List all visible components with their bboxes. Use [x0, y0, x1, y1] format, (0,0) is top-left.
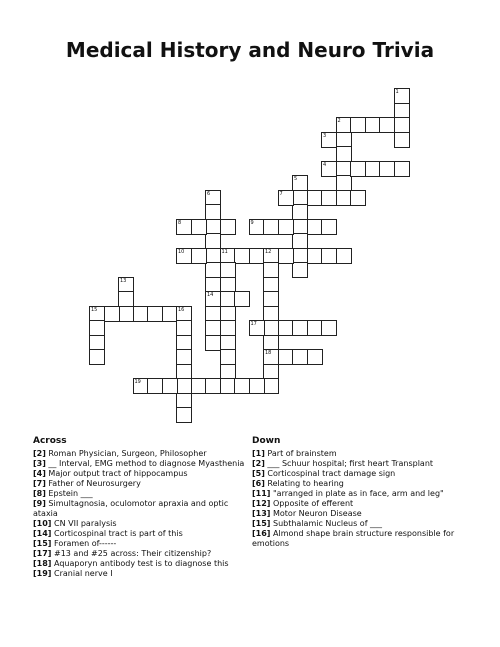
clue-number: [17]	[33, 549, 52, 558]
cell-number: 10	[178, 248, 185, 255]
across-clue	[33, 479, 248, 489]
cell-number: 5	[294, 176, 298, 182]
across-heading: Across	[33, 436, 67, 446]
crossword-cell[interactable]	[394, 161, 410, 177]
cell-number: 2	[337, 118, 341, 124]
clue-text: ___ Schuur hospital; first heart Transplant	[264, 459, 434, 468]
cell-number: 17	[250, 321, 257, 327]
down-clue	[252, 529, 467, 549]
clue-text: Father of Neurosurgery	[45, 479, 141, 488]
crossword-cell[interactable]	[278, 219, 294, 235]
cell-number: 7	[279, 190, 283, 197]
clue-number: [18]	[33, 559, 52, 568]
across-clue	[33, 539, 248, 549]
down-clue	[252, 479, 467, 489]
across-clue	[33, 469, 248, 479]
cell-number: 1	[395, 89, 399, 95]
cell-number: 3	[323, 132, 327, 139]
down-clue	[252, 489, 467, 499]
across-clue	[33, 449, 248, 459]
clue-number: [8]	[33, 489, 46, 498]
crossword-cell[interactable]	[191, 248, 207, 264]
crossword-cell[interactable]	[350, 190, 366, 206]
crossword-cell[interactable]	[336, 248, 352, 264]
clue-text: Relating to hearing	[264, 479, 344, 488]
clue-text: Cranial nerve I	[51, 569, 113, 578]
across-clue	[33, 499, 248, 519]
clue-number: [5]	[252, 469, 265, 478]
cell-number: 4	[323, 161, 327, 168]
clue-text: Motor Neuron Disease	[270, 509, 362, 518]
crossword-cell[interactable]	[278, 190, 294, 206]
down-clue	[252, 499, 467, 509]
clue-number: [15]	[252, 519, 271, 528]
down-clue	[252, 509, 467, 519]
cell-number: 15	[91, 306, 98, 313]
crossword-cell[interactable]	[104, 306, 120, 322]
crossword-cell[interactable]	[321, 161, 337, 177]
crossword-cell[interactable]	[162, 378, 178, 394]
clue-text: Subthalamic Nucleus of ___	[270, 519, 383, 528]
crossword-cell[interactable]	[321, 219, 337, 235]
crossword-cell[interactable]	[191, 219, 207, 235]
crossword-cell[interactable]	[176, 407, 192, 423]
cell-number: 19	[134, 379, 141, 385]
down-clue	[252, 459, 467, 469]
crossword-cell[interactable]	[321, 190, 337, 206]
clue-text: Simultagnosia, oculomotor apraxia and optic ataxia	[33, 499, 229, 518]
clue-text: Roman Physician, Surgeon, Philosopher	[45, 449, 207, 458]
crossword-cell[interactable]	[321, 132, 337, 148]
clue-number: [1]	[252, 449, 265, 458]
cell-number: 14	[207, 292, 214, 298]
crossword-cell[interactable]	[321, 320, 337, 336]
crossword-cell[interactable]	[89, 349, 105, 365]
page-title: Medical History and Neuro Trivia	[65, 38, 435, 62]
clue-number: [7]	[33, 479, 46, 488]
across-clue	[33, 559, 248, 569]
down-clue	[252, 449, 467, 459]
clue-number: [12]	[252, 499, 271, 508]
across-clues	[33, 436, 248, 579]
clue-number: [11]	[252, 489, 271, 498]
clue-text: Part of brainstem	[264, 449, 337, 458]
clue-number: [16]	[252, 529, 271, 538]
across-clue	[33, 529, 248, 539]
crossword-cell[interactable]	[307, 349, 323, 365]
cell-number: 9	[250, 219, 254, 226]
cell-number: 18	[265, 350, 272, 356]
cell-number: 6	[207, 190, 211, 197]
cell-number: 12	[265, 248, 272, 255]
crossword-cell[interactable]	[379, 117, 395, 133]
crossword-cell[interactable]	[263, 378, 279, 394]
down-clues	[252, 436, 467, 549]
across-clue	[33, 519, 248, 529]
clue-text: Opposite of efferent	[270, 499, 354, 508]
clue-number: [2]	[252, 459, 265, 468]
clue-number: [19]	[33, 569, 52, 578]
clue-text: Major output tract of hippocampus	[45, 469, 188, 478]
clue-number: [2]	[33, 449, 46, 458]
clue-number: [15]	[33, 539, 52, 548]
across-clue	[33, 489, 248, 499]
down-clue	[252, 469, 467, 479]
clue-number: [4]	[33, 469, 46, 478]
across-clue	[33, 459, 248, 469]
crossword-cell[interactable]	[278, 248, 294, 264]
cell-number: 8	[178, 219, 182, 226]
clue-text: Epstein ___	[45, 489, 93, 498]
crossword-cell[interactable]	[292, 262, 308, 278]
clue-number: [3]	[33, 459, 46, 468]
across-clue	[33, 569, 248, 579]
clue-text: __ Interval, EMG method to diagnose Myasthenia	[45, 459, 245, 468]
clue-text: #13 and #25 across: Their citizenship?	[51, 549, 212, 558]
crossword-cell[interactable]	[220, 219, 236, 235]
crossword-cell[interactable]	[234, 291, 250, 307]
across-clue	[33, 549, 248, 559]
cell-number: 16	[178, 306, 185, 313]
down-heading: Down	[252, 436, 281, 446]
clue-text: "arranged in plate as in face, arm and leg"	[270, 489, 444, 498]
clue-text: CN VII paralysis	[51, 519, 117, 528]
clue-number: [9]	[33, 499, 46, 508]
down-clue	[252, 519, 467, 529]
clue-text: Foramen of------	[51, 539, 117, 548]
clue-number: [14]	[33, 529, 52, 538]
clue-number: [10]	[33, 519, 52, 528]
clue-number: [13]	[252, 509, 271, 518]
clue-text: Almond shape brain structure responsible for emotions	[252, 529, 455, 548]
cell-number: 13	[120, 277, 127, 284]
clue-text: Aquaporyn antibody test is to diagnose this	[51, 559, 229, 568]
cell-number: 11	[221, 248, 228, 255]
crossword-cell[interactable]	[249, 320, 265, 336]
clue-number: [6]	[252, 479, 265, 488]
clue-text: Corticospinal tract is part of this	[51, 529, 183, 538]
crossword-cell[interactable]	[394, 132, 410, 148]
crossword-cell[interactable]	[249, 378, 265, 394]
clue-text: Corticospinal tract damage sign	[264, 469, 396, 478]
